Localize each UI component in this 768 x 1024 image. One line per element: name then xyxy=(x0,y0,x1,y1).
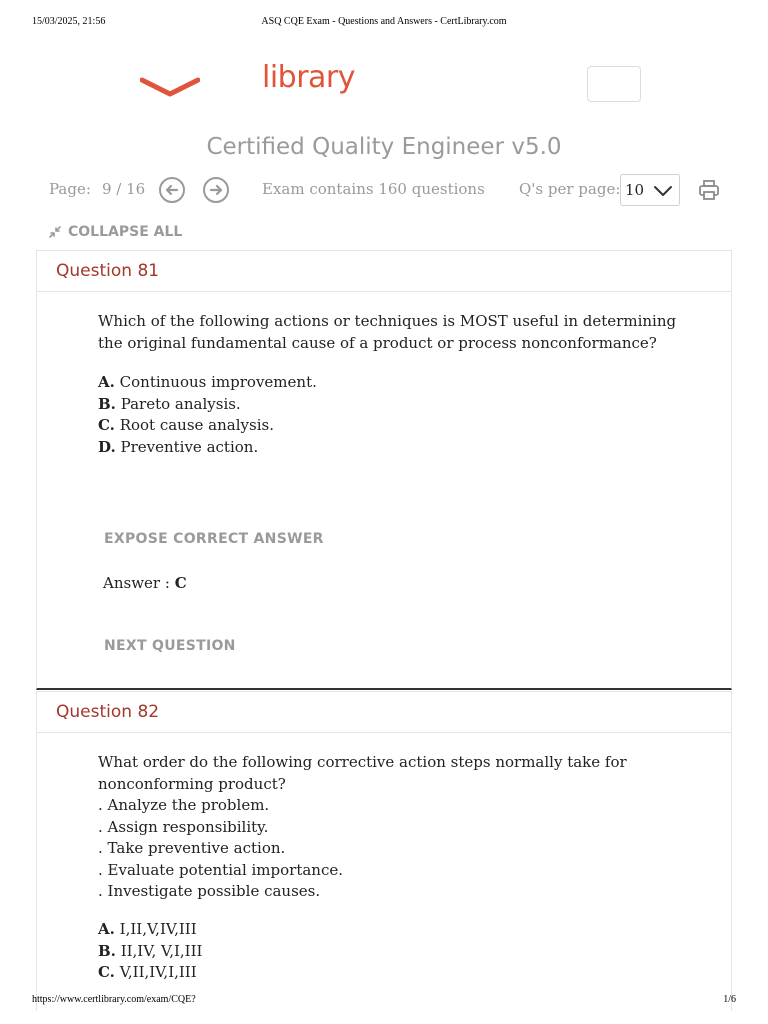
page-indicator: 9 / 16 xyxy=(102,180,146,198)
step-item: . Analyze the problem. xyxy=(98,796,270,814)
collapse-all-button[interactable] xyxy=(48,222,182,242)
collapse-all-label: COLLAPSE ALL xyxy=(68,224,183,240)
arrow-left-icon xyxy=(165,183,179,197)
next-page-button[interactable] xyxy=(203,177,229,203)
next-question-button[interactable]: NEXT QUESTION xyxy=(104,638,236,654)
question-title[interactable]: Question 81 xyxy=(37,251,731,292)
question-title[interactable]: Question 82 xyxy=(37,692,731,733)
question-text xyxy=(98,752,678,903)
answer-value: C xyxy=(174,574,187,592)
question-text-body: What order do the following corrective action steps normally take for nonconforming product? xyxy=(98,753,627,793)
option-c: C. V,II,IV,I,III xyxy=(98,963,197,981)
step-item: . Investigate possible causes. xyxy=(98,882,321,900)
print-icon[interactable] xyxy=(698,179,720,201)
option-d: D. Preventive action. xyxy=(98,437,259,456)
questions-per-page-label: Q's per page: xyxy=(519,180,621,198)
site-logo[interactable]: library xyxy=(262,60,356,95)
step-item: . Take preventive action. xyxy=(98,839,286,857)
exam-title: Certified Quality Engineer v5.0 xyxy=(206,134,562,160)
option-b: B. II,IV, V,I,III xyxy=(98,941,203,960)
answer-label: Answer : xyxy=(103,574,170,592)
previous-page-button[interactable] xyxy=(159,177,185,203)
question-card xyxy=(36,691,732,1011)
pagination-toolbar xyxy=(0,174,768,206)
print-page-number: 1/6 xyxy=(723,994,736,1005)
question-text: Which of the following actions or techniques is MOST useful in determining the original fundamental cause of a product or process nonconformance? xyxy=(98,312,677,352)
page-label: Page: xyxy=(49,180,91,198)
print-url: https://www.certlibrary.com/exam/CQE? xyxy=(32,994,196,1005)
answer-options xyxy=(98,372,678,458)
questions-per-page-value: 10 xyxy=(625,181,645,199)
option-a: A. Continuous improvement. xyxy=(98,373,317,391)
answer-reveal xyxy=(103,574,187,592)
arrow-right-icon xyxy=(209,183,223,197)
print-title: ASQ CQE Exam - Questions and Answers - CertLibrary.com xyxy=(261,16,507,27)
logo-chevron-icon xyxy=(140,76,200,100)
exam-question-count: Exam contains 160 questions xyxy=(262,180,485,198)
step-item: . Assign responsibility. xyxy=(98,817,269,836)
question-card xyxy=(36,250,732,690)
option-b: B. Pareto analysis. xyxy=(98,394,241,413)
print-header xyxy=(0,16,768,30)
collapse-icon xyxy=(48,225,62,239)
print-datetime: 15/03/2025, 21:56 xyxy=(32,16,106,27)
questions-per-page-select[interactable] xyxy=(620,174,680,206)
answer-options xyxy=(98,919,678,984)
menu-button[interactable] xyxy=(587,66,641,102)
option-c: C. Root cause analysis. xyxy=(98,416,274,434)
print-footer xyxy=(0,994,768,1008)
expose-answer-button[interactable]: EXPOSE CORRECT ANSWER xyxy=(104,531,324,547)
chevron-down-icon xyxy=(653,185,673,197)
step-item: . Evaluate potential importance. xyxy=(98,860,344,879)
option-a: A. I,II,V,IV,III xyxy=(98,920,197,938)
